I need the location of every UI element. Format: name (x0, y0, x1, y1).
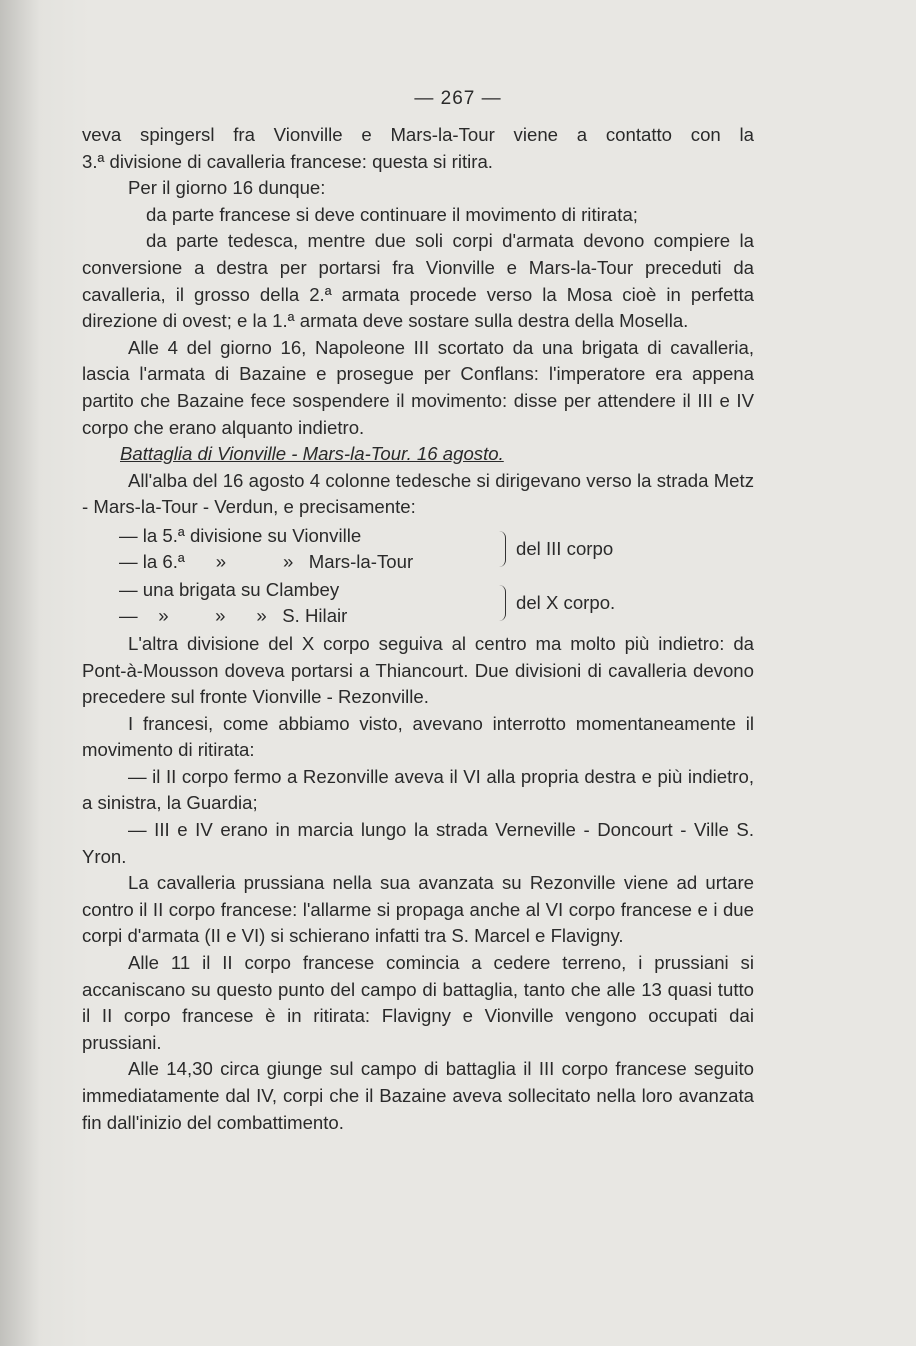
section-caption: Battaglia di Vionville - Mars-la-Tour. 16 agosto. (120, 443, 504, 465)
page-number: — 267 — (414, 88, 502, 109)
paragraph: da parte francese si deve continuare il movimento di ritirata; (146, 203, 638, 225)
paragraph: I francesi, come abbiamo visto, avevano interrotto momentaneamente il movimento di ritirata: (82, 712, 754, 761)
group-note: del III corpo (516, 537, 614, 559)
paragraph: veva spingersl fra Vionville e Mars-la-Tour viene a contatto con la (82, 124, 754, 145)
paragraph: Alle 14,30 circa giunge sul campo di battaglia il III corpo francese seguito immediatamente dal IV, corpi che il Bazaine aveva sollecitato nella loro avanzata fin dall'inizio del combattimento. (82, 1058, 754, 1133)
paragraph: Alle 4 del giorno 16, Napoleone III scortato da una brigata di cavalleria, lascia l'armata di Bazaine e prosegue per Conflans: l'imperatore era appena partito che Bazaine fece sospendere il movimento: disse per attendere il III e IV corpo che erano alquanto indietro. (82, 336, 754, 438)
brace (499, 531, 506, 567)
paragraph: L'altra divisione del X corpo seguiva al centro ma molto più indietro: da Pont-à-Mousson doveva portarsi a Thiancourt. Due divisioni di cavalleria devono precedere sul fronte Vionville - Rezonville. (82, 632, 754, 708)
column-line: — » » » S. Hilair (119, 604, 348, 626)
paragraph: — il II corpo fermo a Rezonville aveva il VI alla propria destra e più indietro, a sinistra, la Guardia; (82, 765, 754, 814)
column-group-x-corps (82, 577, 754, 629)
paragraph: 3.ª divisione di cavalleria francese: questa si ritira. (82, 150, 493, 172)
column-line: — la 5.ª divisione su Vionville (119, 524, 362, 546)
paragraph: La cavalleria prussiana nella sua avanzata su Rezonville viene ad urtare contro il II corpo francese: l'allarme si propaga anche al VI corpo francese e i due corpi d'armata (II e VI) si schierano infatti tra S. Marcel e Flavigny. (82, 872, 754, 947)
column-line: — la 6.ª » » Mars-la-Tour (119, 550, 414, 572)
brace (499, 585, 506, 621)
column-group-iii-corps (82, 523, 754, 575)
column-line: — una brigata su Clambey (119, 578, 340, 600)
paragraph: da parte tedesca, mentre due soli corpi d'armata devono compiere la conversione a destra per portarsi fra Vionville e Mars-la-Tour preceduti da cavalleria, il grosso della 2.ª armata procede verso la Mosa cioè in perfetta direzione di ovest; e la 1.ª armata deve sostare sulla destra della Mosella. (82, 230, 754, 332)
paragraph: Alle 11 il II corpo francese comincia a cedere terreno, i prussiani si accaniscano su questo punto del campo di battaglia, tanto che alle 13 quasi tutto il II corpo francese è in ritirata: Flavigny e Vionville vengono occupati dai prussiani. (82, 952, 754, 1053)
paragraph: Per il giorno 16 dunque: (128, 177, 326, 199)
body-text (82, 122, 754, 1136)
paragraph: — III e IV erano in marcia lungo la strada Verneville - Doncourt - Ville S. Yron. (82, 819, 754, 867)
paragraph: All'alba del 16 agosto 4 colonne tedesche si dirigevano verso la strada Metz - Mars-la-Tour - Verdun, e precisamente: (82, 469, 754, 518)
group-note: del X corpo. (516, 591, 616, 613)
